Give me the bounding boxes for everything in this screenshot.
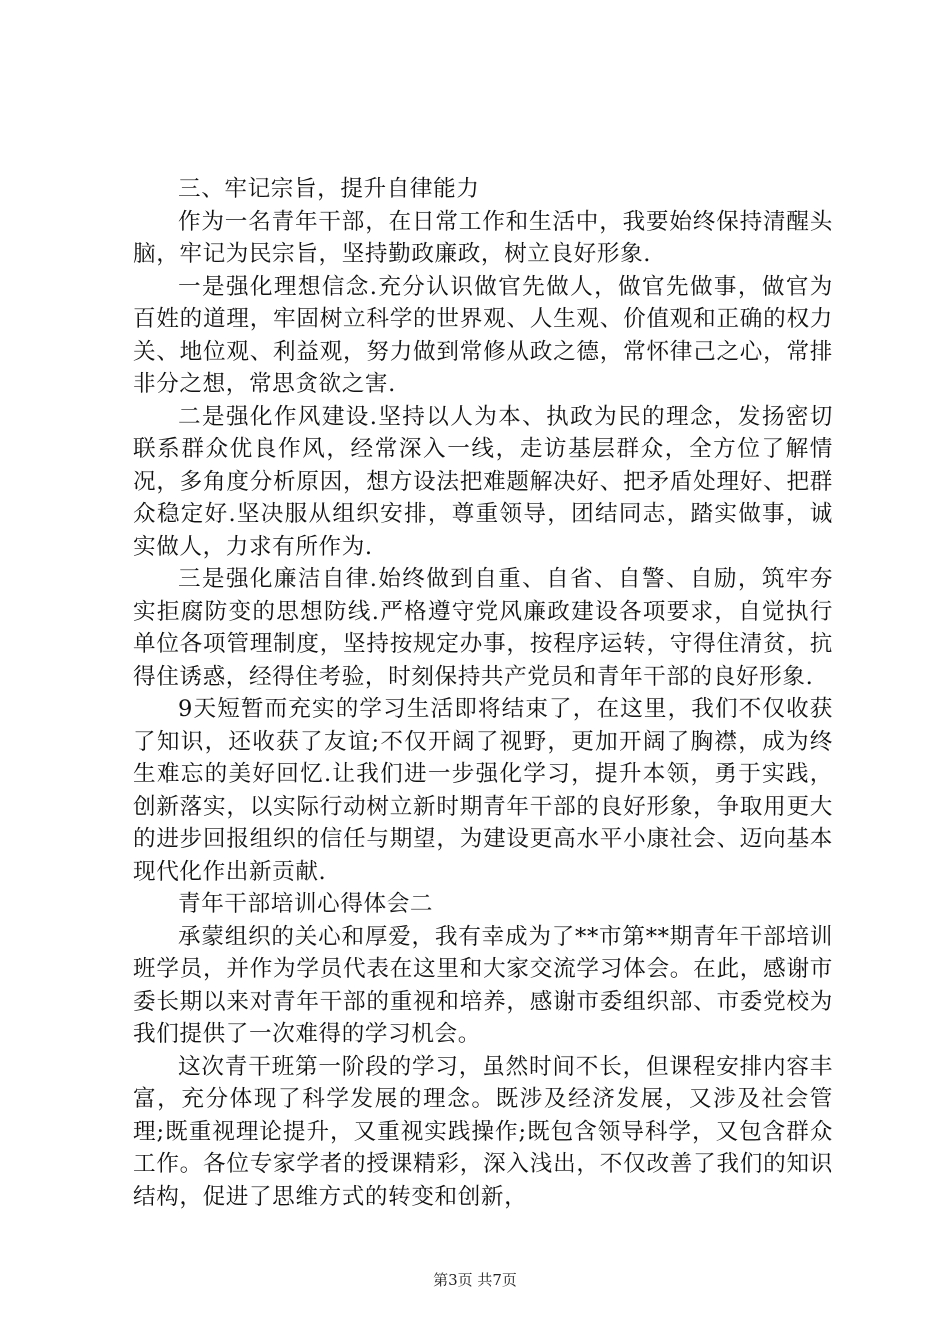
paragraph: 一是强化理想信念.充分认识做官先做人，做官先做事，做官为百姓的道理，牢固树立科学的世界观、人生观、价值观和正确的权力关、地位观、利益观，努力做到常修从政之德，常怀律己之心，常排非分之想，常思贪欲之害.: [133, 273, 833, 397]
page-number-label: 第3页 共7页: [433, 1271, 517, 1289]
paragraph: 9天短暂而充实的学习生活即将结束了，在这里，我们不仅收获了知识，还收获了友谊;不仅开阔了视野，更加开阔了胸襟，成为终生难忘的美好回忆.让我们进一步强化学习，提升本领，勇于实践，创新落实，以实际行动树立新时期青年干部的良好形象，争取用更大的进步回报组织的信任与期望，为建设更高水平小康社会、迈向基本现代化作出新贡献.: [133, 696, 833, 885]
section-heading: 青年干部培训心得体会二: [178, 891, 434, 917]
paragraph: 作为一名青年干部，在日常工作和生活中，我要始终保持清醒头脑，牢记为民宗旨，坚持勤政廉政，树立良好形象.: [133, 208, 833, 267]
document-body: [133, 173, 833, 1213]
section-heading: 三、牢记宗旨，提升自律能力: [178, 176, 480, 202]
paragraph: 承蒙组织的关心和厚爱，我有幸成为了**市第**期青年干部培训班学员，并作为学员代表在这里和大家交流学习体会。在此，感谢市委长期以来对青年干部的重视和培养，感谢市委组织部、市委党校为我们提供了一次难得的学习机会。: [133, 923, 833, 1047]
paragraph: 这次青干班第一阶段的学习，虽然时间不长，但课程安排内容丰富，充分体现了科学发展的理念。既涉及经济发展，又涉及社会管理;既重视理论提升，又重视实践操作;既包含领导科学，又包含群众工作。各位专家学者的授课精彩，深入浅出，不仅改善了我们的知识结构，促进了思维方式的转变和创新，: [133, 1053, 833, 1210]
paragraph: 二是强化作风建设.坚持以人为本、执政为民的理念，发扬密切联系群众优良作风，经常深入一线，走访基层群众，全方位了解情况，多角度分析原因，想方设法把难题解决好、把矛盾处理好、把群众稳定好.坚决服从组织安排，尊重领导，团结同志，踏实做事，诚实做人，力求有所作为.: [133, 403, 833, 560]
paragraph: 三是强化廉洁自律.始终做到自重、自省、自警、自励，筑牢夯实拒腐防变的思想防线.严格遵守党风廉政建设各项要求，自觉执行单位各项管理制度，坚持按规定办事，按程序运转，守得住清贫，抗得住诱惑，经得住考验，时刻保持共产党员和青年干部的良好形象.: [133, 566, 833, 690]
page-footer: [0, 1270, 950, 1290]
